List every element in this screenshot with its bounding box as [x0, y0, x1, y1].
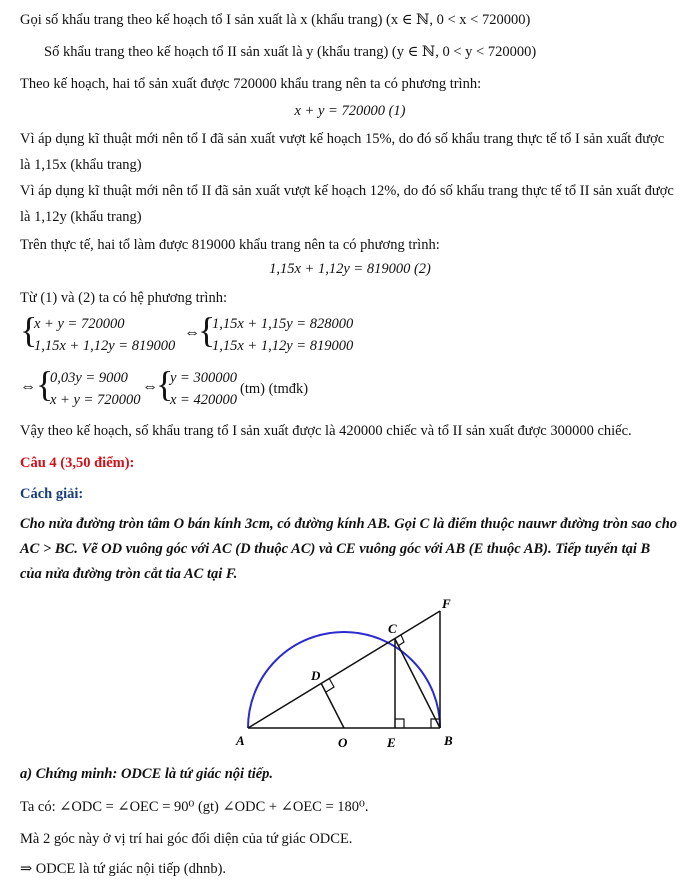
condition-note: (tm) (tmđk) — [240, 381, 309, 397]
equivalence-arrow: ⇔ — [142, 378, 158, 395]
text-line-7: Từ (1) và (2) ta có hệ phương trình: — [20, 290, 227, 306]
problem-line-1: Cho nửa đường tròn tâm O bán kính 3cm, có đường kính AB. Gọi C là điểm thuộc nauwr đường tròn sao cho — [20, 516, 678, 532]
text-line-1: Gọi số khẩu trang theo kế hoạch tổ I sản xuất là x (khẩu trang) (x ∈ ℕ, 0 < x < 720000) — [20, 12, 531, 28]
equation-2: 1,15x + 1,12y = 819000 (2) — [269, 261, 431, 277]
system-brace: { — [36, 364, 54, 404]
label-c: C — [388, 621, 397, 636]
label-f: F — [442, 596, 451, 611]
part-a-line-3: ⇒ ODCE là tứ giác nội tiếp (dhnb). — [20, 861, 227, 877]
text-line-5b: là 1,12y (khẩu trang) — [20, 209, 142, 225]
label-d: D — [311, 668, 321, 683]
system-brace: { — [198, 310, 216, 350]
right-angle-e — [395, 719, 404, 728]
system-brace: { — [156, 364, 174, 404]
conclusion: Vậy theo kế hoạch, số khẩu trang tổ I sản xuất được là 420000 chiếc và tổ II sản xuất được 300000 chiếc. — [20, 423, 632, 439]
text-line-2: Số khẩu trang theo kế hoạch tổ II sản xuất là y (khẩu trang) (y ∈ ℕ, 0 < y < 720000) — [44, 44, 537, 60]
question-4-heading: Câu 4 (3,50 điểm): — [20, 455, 135, 471]
problem-line-2: AC > BC. Vẽ OD vuông góc với AC (D thuộc AC) và CE vuông góc với AB (E thuộc AB). Tiếp tuyến tại B — [20, 541, 651, 557]
problem-line-3: của nửa đường tròn cắt tia AC tại F. — [20, 566, 238, 582]
part-a-title: a) Chứng minh: ODCE là tứ giác nội tiếp. — [20, 766, 274, 782]
segment-od — [321, 683, 344, 728]
equation-1: x + y = 720000 (1) — [294, 103, 406, 119]
label-e: E — [387, 735, 396, 750]
segment-cb — [395, 639, 440, 728]
equivalence-arrow: ⇔ — [184, 324, 200, 341]
system-a-line-2: 1,15x + 1,12y = 819000 — [34, 338, 176, 354]
label-a: A — [236, 733, 245, 748]
text-line-6: Trên thực tế, hai tổ làm được 819000 khẩu trang nên ta có phương trình: — [20, 237, 440, 253]
system-a-line-1: x + y = 720000 — [34, 316, 125, 332]
label-b: B — [444, 733, 453, 748]
solution-method-label: Cách giải: — [20, 486, 84, 502]
text-line-4b: là 1,15x (khẩu trang) — [20, 157, 142, 173]
system-d-line-1: y = 300000 — [170, 370, 237, 386]
text-line-5a: Vì áp dụng kĩ thuật mới nên tổ II đã sản xuất vượt kế hoạch 12%, do đó số khẩu trang thực tế tổ II sản xuất được — [20, 183, 674, 199]
part-a-line-1: Ta có: ∠ODC = ∠OEC = 90⁰ (gt) ∠ODC + ∠OEC = 180⁰. — [20, 799, 369, 815]
text-line-4a: Vì áp dụng kĩ thuật mới nên tổ I đã sản xuất vượt kế hoạch 15%, do đó số khẩu trang thực tế tổ I sản xuất được — [20, 131, 665, 147]
text-line-3: Theo kế hoạch, hai tổ sản xuất được 720000 khẩu trang nên ta có phương trình: — [20, 76, 482, 92]
geometry-figure — [0, 595, 700, 755]
part-a-line-2: Mà 2 góc này ở vị trí hai góc đối diện của tứ giác ODCE. — [20, 831, 353, 847]
system-brace: { — [20, 310, 38, 350]
semicircle-arc — [248, 632, 440, 728]
system-b-line-2: 1,15x + 1,12y = 819000 — [212, 338, 354, 354]
label-o: O — [338, 735, 348, 750]
system-c-line-1: 0,03y = 9000 — [50, 370, 128, 386]
system-c-line-2: x + y = 720000 — [50, 392, 141, 408]
equivalence-arrow: ⇔ — [20, 378, 36, 395]
system-d-line-2: x = 420000 — [170, 392, 237, 408]
system-b-line-1: 1,15x + 1,15y = 828000 — [212, 316, 354, 332]
